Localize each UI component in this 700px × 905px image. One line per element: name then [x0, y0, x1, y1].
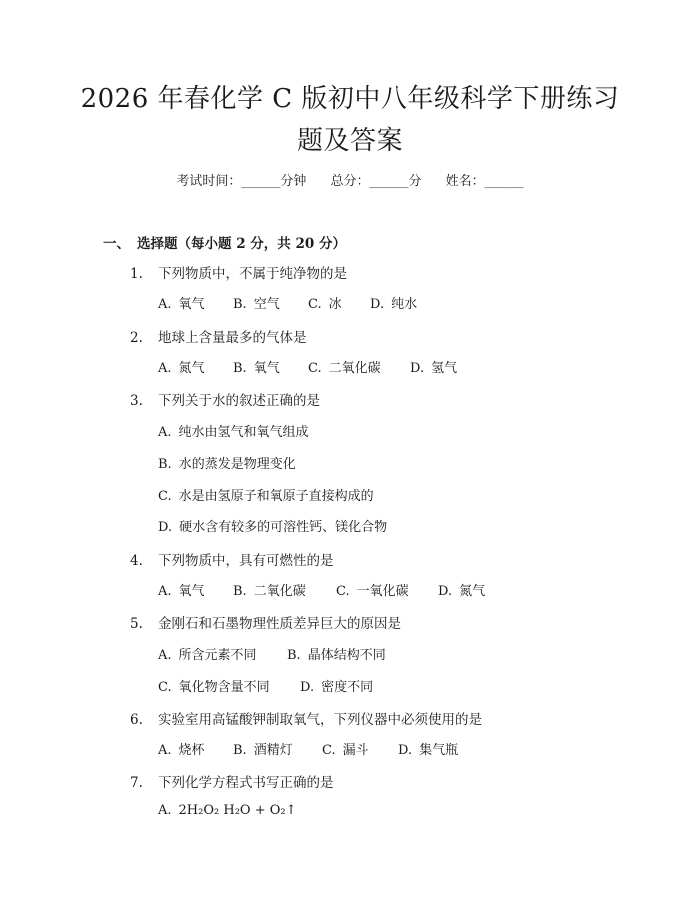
question-2-options: [158, 357, 457, 376]
question-5-options-row-1: [158, 644, 386, 663]
option-letter: D.: [158, 520, 173, 535]
option-text: 一氧化碳: [356, 584, 409, 599]
question-4-options: [158, 580, 485, 599]
option-letter: A.: [158, 743, 172, 758]
option-text: 氧气: [178, 584, 205, 599]
option-a: [158, 580, 233, 599]
option-b: [287, 644, 386, 663]
question-2: [130, 326, 307, 346]
option-letter: D.: [398, 743, 413, 758]
option-b: [233, 739, 322, 758]
option-text: 密度不同: [321, 680, 374, 695]
option-b: [233, 580, 336, 599]
option-letter: A.: [158, 584, 172, 599]
option-letter: B.: [233, 743, 247, 758]
question-text: 下列化学方程式书写正确的是: [158, 775, 334, 791]
question-1-options: [158, 293, 417, 312]
question-text: 地球上含量最多的气体是: [158, 330, 307, 346]
option-a: [158, 357, 233, 376]
question-number: 3.: [130, 393, 143, 409]
option-letter: D.: [410, 361, 425, 376]
document-title: [0, 78, 700, 162]
option-letter: A.: [158, 297, 172, 312]
option-text: 氧气: [253, 361, 280, 376]
option-text: 二氧化碳: [328, 361, 381, 376]
student-name-field: 姓名：______: [445, 174, 524, 189]
option-letter: B.: [158, 457, 172, 472]
option-text: 纯水: [391, 297, 418, 312]
option-text: 空气: [253, 297, 280, 312]
option-d: [410, 357, 457, 376]
question-number: 2.: [130, 330, 143, 346]
option-text: 所含元素不同: [178, 648, 257, 663]
option-letter: A.: [158, 803, 172, 818]
option-letter: C.: [308, 361, 322, 376]
option-c: [308, 357, 410, 376]
question-text: 实验室用高锰酸钾制取氧气，下列仪器中必须使用的是: [158, 712, 482, 728]
option-letter: A.: [158, 361, 172, 376]
question-4: [130, 549, 334, 569]
chemical-equation: 2H₂O₂ H₂O + O₂↑: [178, 803, 297, 818]
option-letter: A.: [158, 648, 172, 663]
option-a: [158, 293, 233, 312]
option-letter: B.: [287, 648, 301, 663]
option-c: [158, 676, 300, 695]
option-letter: B.: [233, 297, 247, 312]
option-a: [158, 739, 233, 758]
option-b: [233, 357, 308, 376]
question-text: 下列物质中，不属于纯净物的是: [158, 266, 347, 282]
question-number: 1.: [130, 266, 143, 282]
option-letter: D.: [438, 584, 453, 599]
exam-time-field: 考试时间：______分钟: [176, 174, 307, 189]
option-letter: C.: [158, 489, 172, 504]
option-d: [398, 739, 458, 758]
question-3-option-d: [158, 516, 387, 535]
total-score-field: 总分：______分: [330, 174, 422, 189]
question-5: [130, 612, 401, 632]
question-number: 6.: [130, 712, 143, 728]
option-c: [336, 580, 438, 599]
option-text: 氢气: [431, 361, 458, 376]
option-letter: C.: [336, 584, 350, 599]
option-text: 纯水由氢气和氧气组成: [178, 425, 309, 440]
option-a: [158, 644, 287, 663]
option-letter: C.: [322, 743, 336, 758]
option-b: [233, 293, 308, 312]
option-d: [300, 676, 373, 695]
question-number: 7.: [130, 775, 143, 791]
option-text: 集气瓶: [419, 743, 459, 758]
question-text: 下列物质中，具有可燃性的是: [158, 553, 334, 569]
option-d: [438, 580, 485, 599]
question-5-options-row-2: [158, 676, 373, 695]
option-letter: D.: [300, 680, 315, 695]
question-3-option-a: [158, 421, 309, 440]
question-3: [130, 389, 320, 409]
question-1: [130, 262, 347, 282]
option-text: 氮气: [178, 361, 205, 376]
option-letter: B.: [233, 361, 247, 376]
question-3-option-c: [158, 485, 374, 504]
question-3-option-b: [158, 453, 296, 472]
option-text: 氮气: [459, 584, 486, 599]
option-text: 氧化物含量不同: [178, 680, 270, 695]
option-text: 氧气: [178, 297, 205, 312]
section-heading: [103, 232, 346, 252]
option-text: 漏斗: [342, 743, 369, 758]
question-text: 金刚石和石墨物理性质差异巨大的原因是: [158, 616, 401, 632]
option-letter: B.: [233, 584, 247, 599]
option-letter: C.: [158, 680, 172, 695]
exam-info-row: [0, 170, 700, 189]
question-6: [130, 708, 482, 728]
option-text: 水的蒸发是物理变化: [178, 457, 296, 472]
option-c: [308, 293, 370, 312]
section-number: 一、: [103, 236, 130, 252]
question-text: 下列关于水的叙述正确的是: [158, 393, 320, 409]
option-letter: D.: [370, 297, 385, 312]
option-text: 水是由氢原子和氧原子直接构成的: [178, 489, 374, 504]
section-title: 选择题（每小题 2 分，共 20 分）: [137, 236, 346, 252]
question-7-option-a: [158, 803, 296, 818]
option-text: 二氧化碳: [253, 584, 306, 599]
option-text: 晶体结构不同: [307, 648, 386, 663]
option-text: 烧杯: [178, 743, 205, 758]
question-number: 4.: [130, 553, 143, 569]
option-d: [370, 293, 417, 312]
option-letter: A.: [158, 425, 172, 440]
question-7: [130, 771, 334, 791]
option-text: 冰: [328, 297, 342, 312]
option-c: [322, 739, 398, 758]
title-line-1: 2026 年春化学 C 版初中八年级科学下册练习: [80, 84, 620, 114]
option-text: 硬水含有较多的可溶性钙、镁化合物: [179, 520, 388, 535]
question-number: 5.: [130, 616, 143, 632]
option-text: 酒精灯: [253, 743, 293, 758]
option-letter: C.: [308, 297, 322, 312]
title-line-2: 题及答案: [296, 126, 403, 156]
question-6-options: [158, 739, 458, 758]
